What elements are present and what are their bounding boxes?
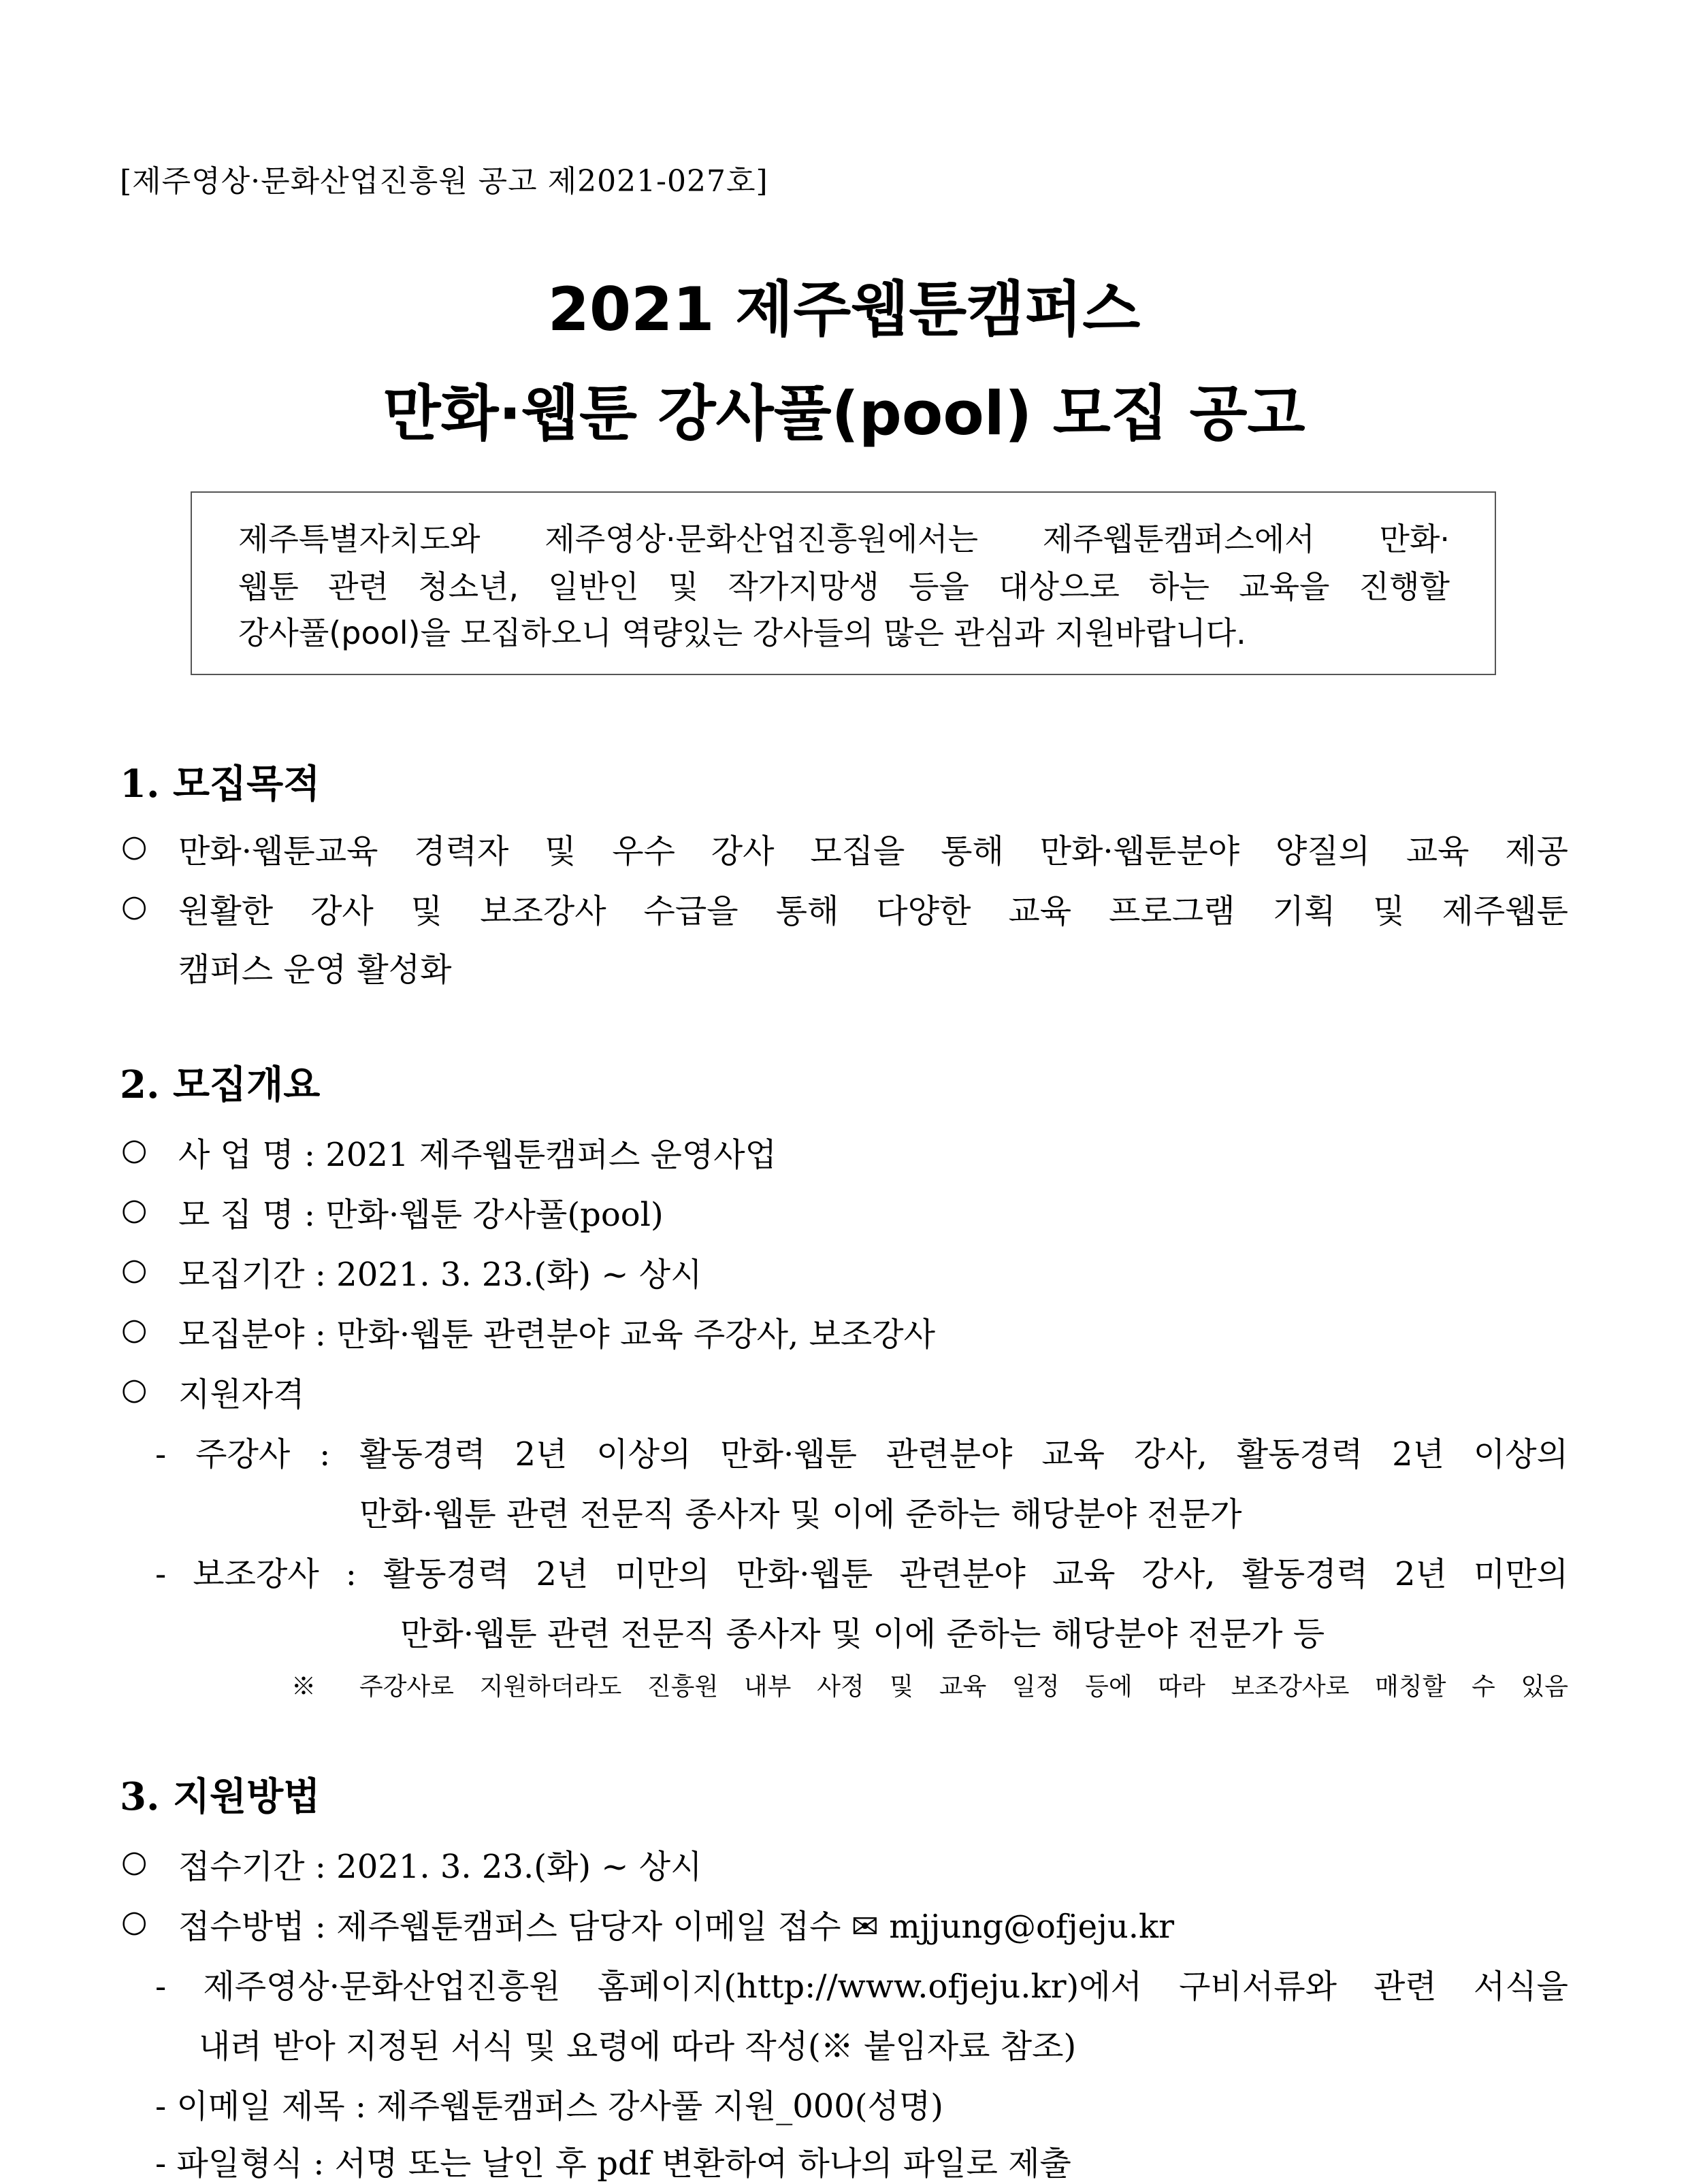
- overview-business-name: 사 업 명 : 2021 제주웹툰캠퍼스 운영사업: [178, 1136, 777, 1174]
- application-period: 접수기간 : 2021. 3. 23.(화) ~ 상시: [178, 1848, 702, 1886]
- circle-bullet-icon: ○: [121, 1312, 148, 1347]
- intro-line: 제주특별자치도와 제주영상·문화산업진흥원에서는 제주웹툰캠퍼스에서 만화·: [238, 521, 1450, 557]
- intro-line: 웹툰 관련 청소년, 일반인 및 작가지망생 등을 대상으로 하는 교육을 진행할: [238, 568, 1450, 605]
- page-title-line2: 만화·웹툰 강사풀(pool) 모집 공고: [383, 378, 1305, 449]
- purpose-item: 원활한 강사 및 보조강사 수급을 통해 다양한 교육 프로그램 기획 및 제주웹툰: [178, 892, 1568, 930]
- application-detail-homepage: - 제주영상·문화산업진흥원 홈페이지(http://www.ofjeju.kr)에서 구비서류와 관련 서식을: [155, 1968, 1568, 2006]
- purpose-item-continuation: 캠퍼스 운영 활성화: [178, 951, 452, 989]
- qualification-assistant-instructor-continuation: 만화·웹툰 관련 전문직 종사자 및 이에 준하는 해당분야 전문가 등: [400, 1615, 1325, 1653]
- intro-line: 강사풀(pool)을 모집하오니 역량있는 강사들의 많은 관심과 지원바랍니다.: [238, 615, 1246, 651]
- overview-recruit-period: 모집기간 : 2021. 3. 23.(화) ~ 상시: [178, 1256, 702, 1294]
- qualification-main-instructor: - 주강사 : 활동경력 2년 이상의 만화·웹툰 관련분야 교육 강사, 활동경력 2년 이상의: [155, 1435, 1568, 1473]
- qualification-main-instructor-continuation: 만화·웹툰 관련 전문직 종사자 및 이에 준하는 해당분야 전문가: [359, 1495, 1242, 1533]
- section-heading-overview: 2. 모집개요: [120, 1062, 321, 1107]
- application-detail-file-format: - 파일형식 : 서명 또는 날인 후 pdf 변환하여 하나의 파일로 제출: [155, 2145, 1071, 2183]
- qualification-note: ※ 주강사로 지원하더라도 진흥원 내부 사정 및 교육 일정 등에 따라 보조강사로 매칭할 수 있음: [291, 1673, 1568, 1701]
- circle-bullet-icon: ○: [121, 1904, 148, 1939]
- circle-bullet-icon: ○: [121, 829, 148, 864]
- section-heading-application: 3. 지원방법: [120, 1774, 321, 1819]
- qualification-assistant-instructor: - 보조강사 : 활동경력 2년 미만의 만화·웹툰 관련분야 교육 강사, 활동경력 2년 미만의: [155, 1555, 1568, 1593]
- overview-qualification-label: 지원자격: [178, 1375, 305, 1414]
- application-method: 접수방법 : 제주웹툰캠퍼스 담당자 이메일 접수 ✉ mjjung@ofjeju.kr: [178, 1908, 1175, 1946]
- circle-bullet-icon: ○: [121, 1252, 148, 1287]
- circle-bullet-icon: ○: [121, 1372, 148, 1407]
- overview-recruit-name: 모 집 명 : 만화·웹툰 강사풀(pool): [178, 1196, 664, 1234]
- application-detail-homepage-continuation: 내려 받아 지정된 서식 및 요령에 따라 작성(※ 붙임자료 참조): [199, 2027, 1077, 2066]
- overview-recruit-field: 모집분야 : 만화·웹툰 관련분야 교육 주강사, 보조강사: [178, 1316, 935, 1354]
- section-heading-purpose: 1. 모집목적: [120, 762, 321, 806]
- application-detail-email-subject: - 이메일 제목 : 제주웹툰캠퍼스 강사풀 지원_000(성명): [155, 2087, 944, 2125]
- page-title-line1: 2021 제주웹툰캠퍼스: [547, 274, 1141, 344]
- purpose-item: 만화·웹툰교육 경력자 및 우수 강사 모집을 통해 만화·웹툰분야 양질의 교육 제공: [178, 832, 1568, 870]
- circle-bullet-icon: ○: [121, 1192, 148, 1227]
- notice-number: [제주영상·문화산업진흥원 공고 제2021-027호]: [120, 164, 768, 199]
- circle-bullet-icon: ○: [121, 1844, 148, 1879]
- circle-bullet-icon: ○: [121, 889, 148, 924]
- circle-bullet-icon: ○: [121, 1132, 148, 1167]
